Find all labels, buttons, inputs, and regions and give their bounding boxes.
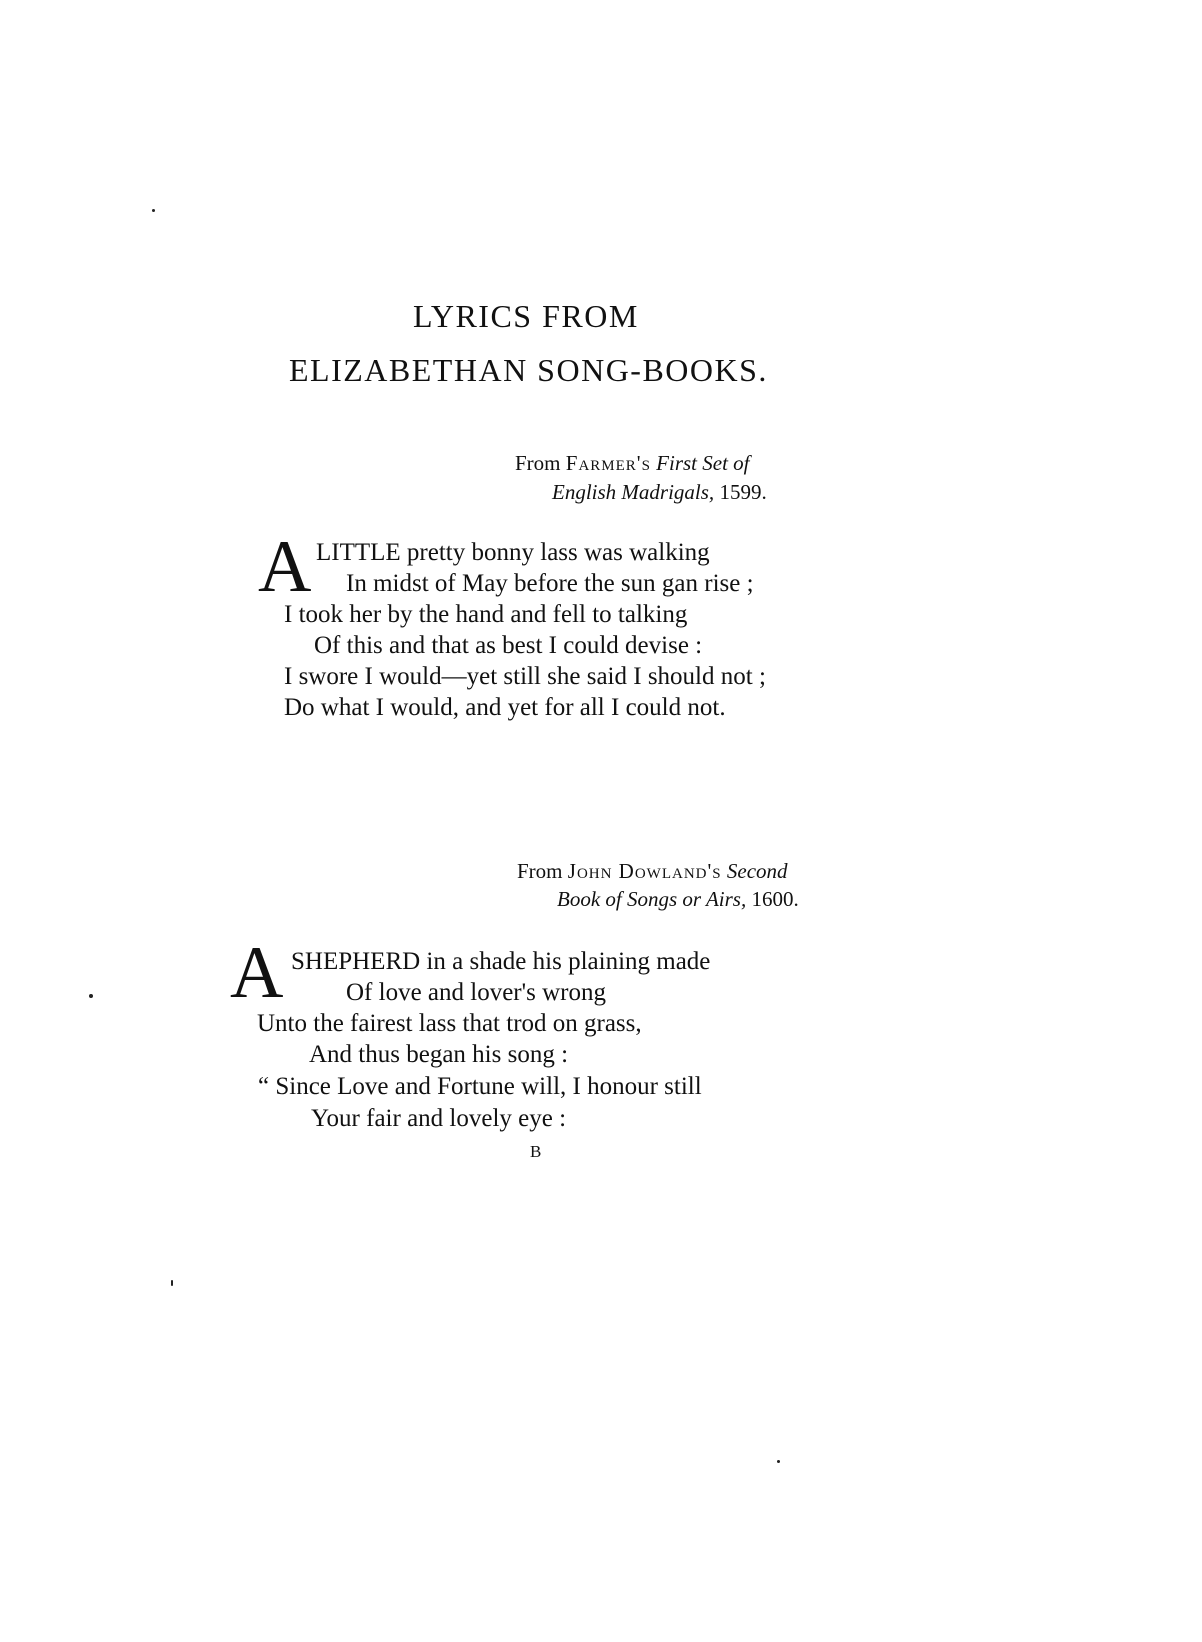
poem2-source-prefix: From	[517, 859, 563, 883]
poem1-drop-cap: A	[258, 526, 312, 608]
poem1-source-line-1	[515, 453, 750, 474]
poem1-source-prefix: From	[515, 451, 561, 475]
poem1-line-4: Of this and that as best I could devise :	[314, 632, 703, 659]
poem2-line-3: Unto the fairest lass that trod on grass,	[257, 1010, 642, 1037]
signature-mark: B	[530, 1142, 542, 1161]
poem2-line-2: Of love and lover's wrong	[346, 979, 606, 1006]
poem1-source-work-line-2: English Madrigals,	[552, 480, 715, 504]
poem1-first-line: LITTLE pretty bonny lass was walking	[316, 539, 710, 566]
poem1-source-line-2	[552, 482, 767, 503]
scan-speck	[171, 1280, 173, 1286]
scan-speck	[152, 209, 155, 212]
poem1-source-year: 1599.	[719, 480, 767, 504]
poem1-line-2: In midst of May before the sun gan rise ;	[346, 570, 754, 597]
poem1-line-6: Do what I would, and yet for all I could not.	[284, 694, 726, 721]
poem2-source-year: 1600.	[751, 887, 799, 911]
poem1-line-5: I swore I would—yet still she said I should not ;	[284, 663, 766, 690]
scan-speck	[89, 994, 93, 998]
poem2-source-line-2	[557, 889, 799, 910]
poem2-line-4: And thus began his song :	[309, 1041, 569, 1068]
poem2-line-5: “ Since Love and Fortune will, I honour still	[258, 1073, 702, 1100]
poem1-source-work-line-1: First Set of	[656, 451, 750, 475]
title-line-1: LYRICS FROM	[413, 298, 639, 334]
scan-speck	[777, 1460, 780, 1463]
poem2-source-work-line-1: Second	[726, 859, 788, 883]
poem2-line-6: Your fair and lovely eye :	[311, 1105, 567, 1132]
poem2-first-line: SHEPHERD in a shade his plaining made	[291, 948, 711, 975]
poem2-source-work-line-2: Book of Songs or Airs,	[557, 887, 747, 911]
title-line-2: ELIZABETHAN SONG-BOOKS.	[289, 352, 768, 388]
poem2-source-author: John Dowland's	[567, 859, 722, 883]
poem1-source-author: Farmer's	[565, 451, 651, 475]
poem2-drop-cap: A	[230, 932, 284, 1014]
poem2-source-line-1	[517, 861, 788, 882]
poem1-line-3: I took her by the hand and fell to talking	[284, 601, 688, 628]
